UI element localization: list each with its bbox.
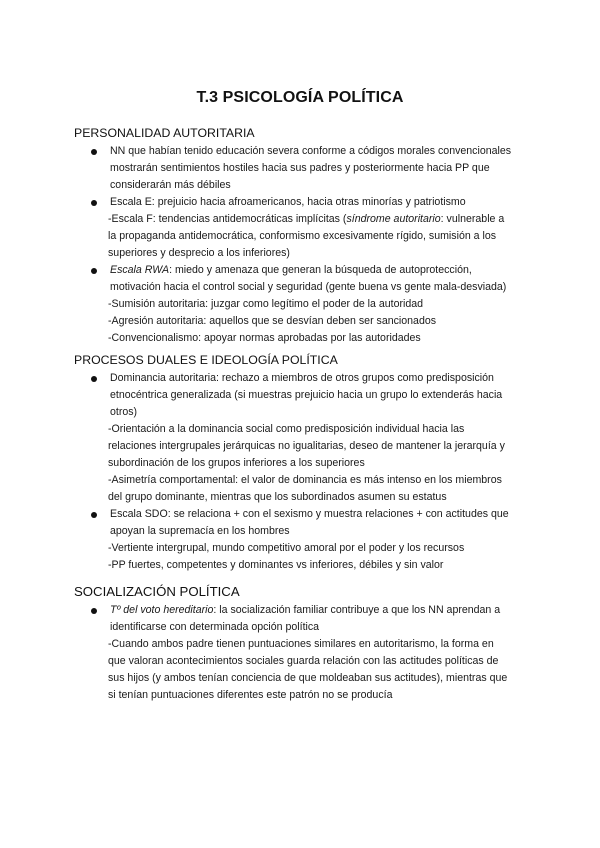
italic-term: Escala RWA [110,264,170,276]
section-heading-procesos: PROCESOS DUALES E IDEOLOGÍA POLÍTICA [74,353,338,367]
section-heading-socializacion: SOCIALIZACIÓN POLÍTICA [74,584,240,599]
bullet-icon [91,268,97,274]
text-line: que valoran acontecimientos sociales guarda relación con las actitudes políticas de [108,655,499,667]
text-line [110,264,472,277]
text-line: apoyan la supremacía en los hombres [110,525,290,537]
text-line: -Asimetría comportamental: el valor de dominancia es más intenso en los miembros [108,474,502,486]
bullet-icon [91,149,97,155]
text-line: -Sumisión autoritaria: juzgar como legítimo el poder de la autoridad [108,298,424,310]
text-line: identificarse con determinada opción política [110,621,320,633]
bullet-icon [91,512,97,518]
text-line [110,604,500,617]
text-line: -PP fuertes, competentes y dominantes vs inferiores, débiles y sin valor [108,559,444,571]
text-segment: : la socialización familiar contribuye a que los NN aprendan a [213,604,501,616]
italic-term: síndrome autoritario [346,213,441,225]
text-line: mostrarán sentimientos hostiles hacia sus padres y posteriormente hacia PP que [110,162,490,174]
text-line: motivación hacia el control social y seguridad (gente buena vs gente mala-desviada) [110,281,507,293]
text-line: Dominancia autoritaria: rechazo a miembros de otros grupos como predisposición [110,372,494,384]
text-line: sus hijos (y ambos tenían conciencia de que moldeaban sus actitudes), mientras que [108,672,508,684]
text-line: del grupo dominante, mientras que los subordinados asumen su estatus [108,491,447,503]
bullet-icon [91,376,97,382]
text-segment: : miedo y amenaza que generan la búsqueda de autoprotección, [169,264,472,276]
text-line: relaciones intergrupales jerárquicas no igualitarias, deseo de mantener la jerarquía y [108,440,505,452]
text-line: otros) [110,406,138,418]
text-segment: -Escala F: tendencias antidemocráticas implícitas ( [108,213,347,225]
text-line: la propaganda antidemocrática, conformismo excesivamente rígido, sumisión a los [108,230,497,242]
bullet-icon [91,200,97,206]
page-title: T.3 PSICOLOGÍA POLÍTICA [196,89,404,106]
text-line: -Convencionalismo: apoyar normas aprobadas por las autoridades [108,332,421,344]
italic-term: Tº del voto hereditario [110,604,214,616]
text-line [108,213,504,226]
text-line: superiores y desprecio a los inferiores) [108,247,290,259]
text-line: NN que habían tenido educación severa conforme a códigos morales convencionales [110,145,512,157]
text-line: considerarán más débiles [110,179,231,191]
section-heading-personalidad: PERSONALIDAD AUTORITARIA [74,126,255,140]
text-line: -Agresión autoritaria: aquellos que se desvían deben ser sancionados [108,315,437,327]
text-segment: : vulnerable a [440,213,505,225]
text-line: -Cuando ambos padre tienen puntuaciones similares en autoritarismo, la forma en [108,638,494,650]
text-line: Escala E: prejuicio hacia afroamericanos, hacia otras minorías y patriotismo [110,196,466,208]
text-line: si tenían puntuaciones diferentes este patrón no se producía [108,689,393,701]
bullet-icon [91,608,97,614]
text-line: -Vertiente intergrupal, mundo competitivo amoral por el poder y los recursos [108,542,465,554]
text-line: subordinación de los grupos inferiores a los superiores [108,457,365,469]
text-line: etnocéntrica generalizada (si muestras prejuicio hacia un grupo lo extenderás hacia [110,389,503,401]
text-line: Escala SDO: se relaciona + con el sexismo y muestra relaciones + con actitudes que [110,508,509,520]
text-line: -Orientación a la dominancia social como predisposición individual hacia las [108,423,465,435]
